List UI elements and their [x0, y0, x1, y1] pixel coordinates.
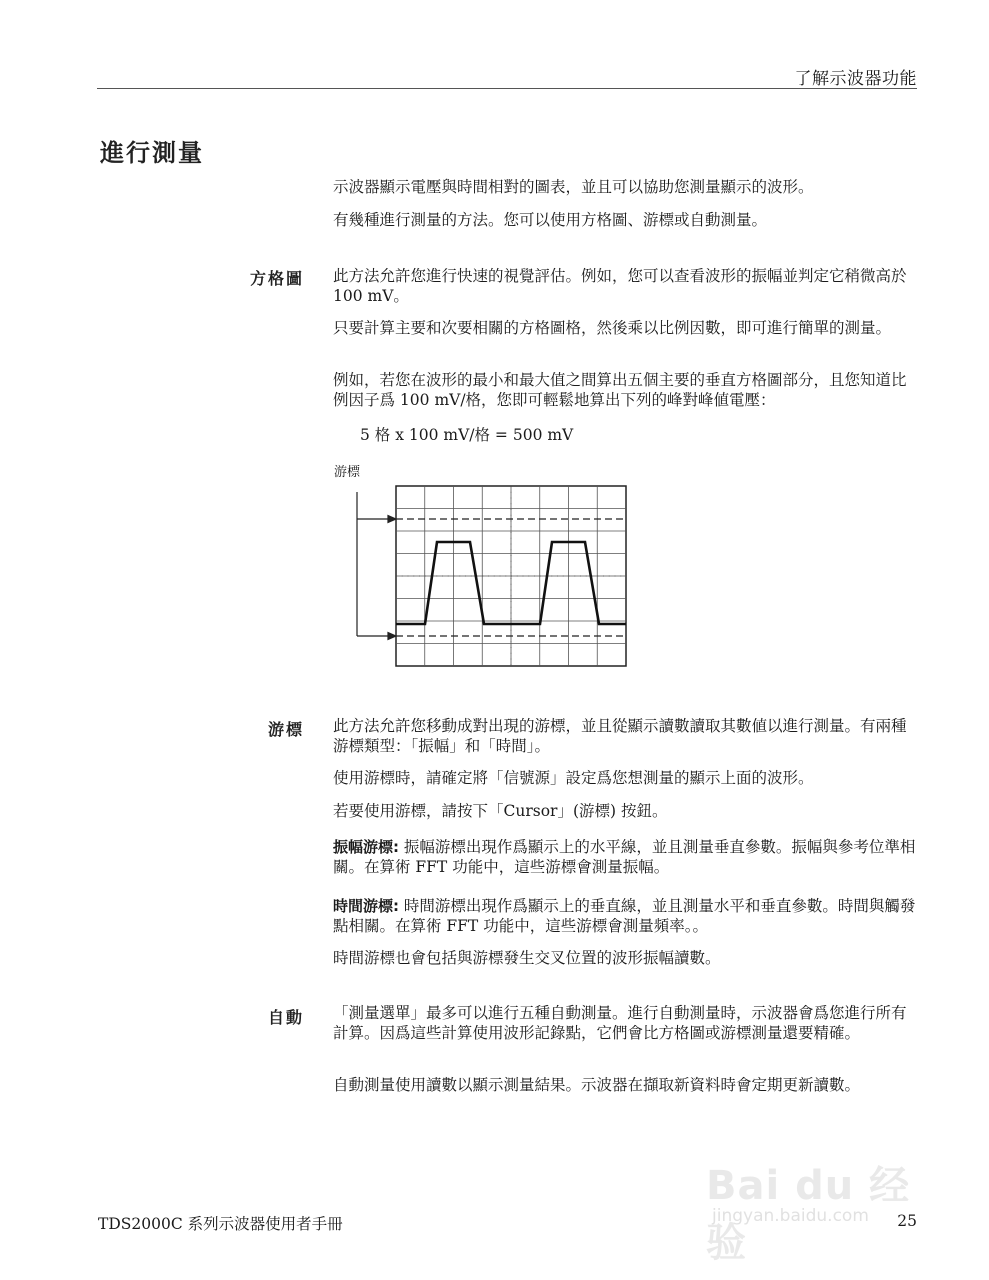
cursors-label: 游標 — [267, 720, 304, 739]
amplitude-cursors-paragraph — [333, 837, 918, 877]
watermark-url: jingyan.baidu.com — [712, 1206, 869, 1226]
cursors-paragraph-3: 若要使用游標，請按下「Cursor」(游標) 按鈕。 — [333, 802, 668, 820]
section-title: 進行測量 — [100, 139, 204, 167]
cursor-callout-bracket — [357, 492, 396, 640]
time-cursors-extra: 時間游標也會包括與游標發生交叉位置的波形振幅讀數。 — [333, 949, 721, 967]
graticule-paragraph-3: 例如，若您在波形的最小和最大值之間算出五個主要的垂直方格圖部分，且您知道比例因子爲 100 mV/格，您即可輕鬆地算出下列的峰對峰値電壓： — [333, 371, 907, 409]
intro-paragraph-2: 有幾種進行測量的方法。您可以使用方格圖、游標或自動測量。 — [333, 211, 768, 229]
header-rule — [97, 88, 917, 89]
intro-paragraph-1: 示波器顯示電壓與時間相對的圖表，並且可以協助您測量顯示的波形。 — [333, 178, 814, 196]
page-number: 25 — [897, 1212, 917, 1230]
graticule-paragraph-1: 此方法允許您進行快速的視覺評估。例如，您可以查看波形的振幅並判定它稍微高於 100 mV。 — [333, 267, 907, 305]
watermark-main-text: Bai du 经验 — [706, 1163, 911, 1266]
time-cursors-term: 時間游標: — [333, 897, 399, 915]
baidu-jingyan-watermark — [700, 1150, 930, 1266]
cursors-paragraph-2: 使用游標時，請確定將「信號源」設定爲您想測量的顯示上面的波形。 — [333, 769, 814, 787]
time-cursors-text: 時間游標出現作爲顯示上的垂直線，並且測量水平和垂直參數。時間與觸發點相關。在算術 FFT 功能中，這些游標會測量頻率。。 — [333, 897, 916, 935]
automatic-label: 自動 — [267, 1008, 304, 1027]
graticule-paragraph-2: 只要計算主要和次要相關的方格圖格，然後乘以比例因數，即可進行簡單的測量。 — [333, 319, 892, 337]
automatic-paragraph-1: 「測量選單」最多可以進行五種自動測量。進行自動測量時，示波器會爲您進行所有計算。因爲這些計算使用波形記錄點，它們會比方格圖或游標測量還要精確。 — [333, 1004, 907, 1042]
time-cursors-paragraph — [333, 896, 918, 936]
cursor-waveform-figure — [350, 484, 635, 670]
figure-label: 游標 — [334, 465, 361, 480]
footer-manual-title: TDS2000C 系列示波器使用者手冊 — [98, 1215, 343, 1233]
cursors-paragraph-1: 此方法允許您移動成對出現的游標，並且從顯示讀數讀取其數値以進行測量。有兩種游標類型：「振幅」和「時間」。 — [333, 717, 907, 755]
peak-to-peak-formula: 5 格 x 100 mV/格 = 500 mV — [360, 426, 574, 444]
graticule-label: 方格圖 — [249, 269, 304, 288]
amplitude-cursors-text: 振幅游標出現作爲顯示上的水平線，並且測量垂直參數。振幅與參考位準相關。在算術 FFT 功能中，這些游標會測量振幅。 — [333, 838, 916, 876]
amplitude-cursors-term: 振幅游標: — [333, 838, 399, 856]
automatic-paragraph-2: 自動測量使用讀數以顯示測量結果。示波器在擷取新資料時會定期更新讀數。 — [333, 1076, 861, 1094]
running-header-title: 了解示波器功能 — [794, 69, 917, 89]
